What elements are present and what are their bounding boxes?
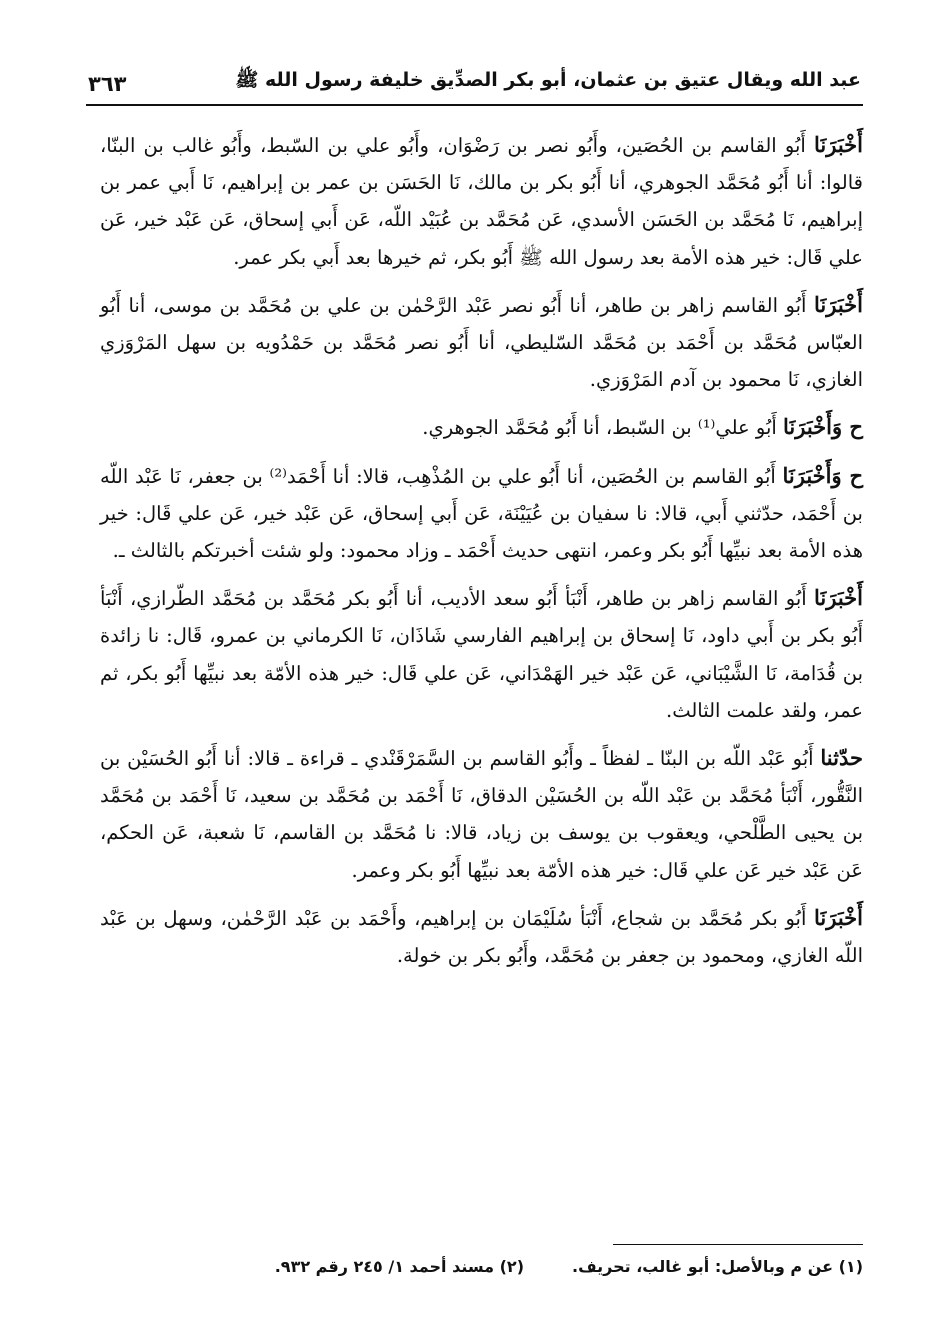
- footnote-1: (١) عن م وبالأصل: أبو غالب، تحريف.: [572, 1257, 863, 1276]
- footnotes: [120, 1252, 863, 1282]
- hadith-paragraph-2: [100, 286, 863, 399]
- narration-lead: ح وَأَخْبَرَنَا: [783, 414, 863, 440]
- paragraph-text: أَبُو القاسم بن الحُصَين، أنا أَبُو علي بن المُذْهِب، قالا: أنا أَحْمَد⁽²⁾ بن جعفر، نَا عَبْد اللّه بن أَحْمَد، حدّثني أَبي، قالا: نا سفيان بن عُيَيْنَة، عَن أَبي إسحاق، عَن عَبْد خير، عَن علي قَال: خير هذه الأمة بعد نبيِّها أَبُو بكر وعمر، انتهى حديث أَحْمَد ـ وزاد محمود: ولو شئت أخبرتكم بالثالث ـ.: [100, 464, 863, 563]
- narration-lead: أَخْبَرَنَا: [814, 132, 863, 157]
- footnote-2: (٢) مسند أحمد ١/ ٢٤٥ رقم ٩٣٢.: [274, 1257, 524, 1276]
- paragraph-text: أَبُو القاسم بن الحُصَين، وأَبُو نصر بن رَضْوَان، وأَبُو علي بن السّبط، وأَبُو غالب بن البنّا، قالوا: أنا أَبُو مُحَمَّد الجوهري، أنا أَبُو بكر بن مالك، نَا الحَسَن بن عمر بن إبراهيم، نَا أَبي عمر بن إبراهيم، نَا مُحَمَّد بن الحَسَن الأسدي، عَن مُحَمَّد بن عُبَيْد اللّه، عَن أَبي إسحاق، عَن عَبْد خير، عَن علي قَال: خير هذه الأمة بعد رسول الله ﷺ أَبُو بكر، ثم خيرها بعد أَبي بكر عمر.: [100, 134, 863, 269]
- narration-lead: أَخْبَرَنَا: [814, 291, 863, 317]
- paragraph-text: أَبُو علي⁽¹⁾ بن السّبط، أنا أَبُو مُحَمَّد الجوهري.: [422, 416, 783, 440]
- hadith-paragraph-5: [100, 579, 863, 729]
- paragraph-text: أَبُو عَبْد اللّه بن البنّا ـ لفظاً ـ وأَبُو القاسم بن السَّمَرْقَنْدي ـ قراءة ـ قالا: أنا أَبُو الحُسَيْن بن النَّقُّور، أَنْبَأ مُحَمَّد بن عَبْد اللّه بن الحُسَيْن الدقاق، نَا أَحْمَد بن مُحَمَّد بن سعيد، نَا أَحْمَد بن مُحَمَّد بن يحيى الطَّلْحي، ويعقوب بن يوسف بن زياد، قالا: نا مُحَمَّد بن القاسم، نَا شعبة، عَن الحكم، عَن عَبْد خير عَن علي قَال: خير هذه الأمّة بعد نبيِّها أَبُو بكر وعمر.: [100, 747, 863, 882]
- narration-lead: أَخْبَرَنَا: [814, 904, 863, 930]
- paragraph-text: أَبُو القاسم زاهر بن طاهر، أَنْبَأ أَبُو سعد الأديب، أنا أَبُو بكر مُحَمَّد بن مُحَمَّد الطّرازي، أَنْبَأ أَبُو بكر بن أَبي داود، نَا إسحاق بن إبراهيم الفارسي شَاذَان، نَا الكرماني بن عمرو، قَال: نا زائدة بن قُدَامة، نَا الشَّيْبَاني، عَن عَبْد خير الهَمْدَاني، عَن علي قَال: خير هذه الأمّة بعد نبيِّها أَبُو بكر، ثم عمر، ولقد علمت الثالث.: [100, 587, 863, 722]
- hadith-paragraph-7: [100, 899, 863, 974]
- paragraph-text: أَبُو بكر مُحَمَّد بن شجاع، أَنْبَأ سُلَيْمَان بن إبراهيم، وأَحْمَد بن عَبْد الرَّحْمٰن، وسهل بن عَبْد اللّه الغازي، ومحمود بن جعفر بن مُحَمَّد، وأَبُو بكر بن خولة.: [100, 906, 863, 968]
- paragraph-text: أَبُو القاسم زاهر بن طاهر، أنا أَبُو نصر عَبْد الرَّحْمٰن بن علي بن مُحَمَّد بن موسى، أنا أَبُو العبّاس مُحَمَّد بن أَحْمَد بن مُحَمَّد السّليطي، أنا أَبُو نصر مُحَمَّد بن حَمْدُويه بن سهل المَرْوَزي الغازي، نَا محمود بن آدم المَرْوَزي.: [100, 293, 863, 392]
- running-header: [88, 56, 861, 96]
- hadith-paragraph-6: [100, 739, 863, 889]
- main-text: [100, 126, 863, 984]
- running-header-title: عبد الله ويقال عتيق بن عثمان، أبو بكر الصدِّيق خليفة رسول الله ﷺ: [235, 69, 861, 91]
- hadith-paragraph-4: [100, 457, 863, 570]
- footnote-divider: [613, 1244, 863, 1245]
- header-divider: [86, 104, 863, 106]
- narration-lead: أَخْبَرَنَا: [814, 585, 863, 611]
- hadith-paragraph-1: [100, 126, 863, 276]
- page-number: ٣٦٣: [88, 72, 127, 96]
- narration-lead: ح وَأَخْبَرَنَا: [782, 462, 864, 488]
- narration-lead: حدّثنا: [820, 745, 863, 771]
- hadith-paragraph-3: [100, 408, 863, 446]
